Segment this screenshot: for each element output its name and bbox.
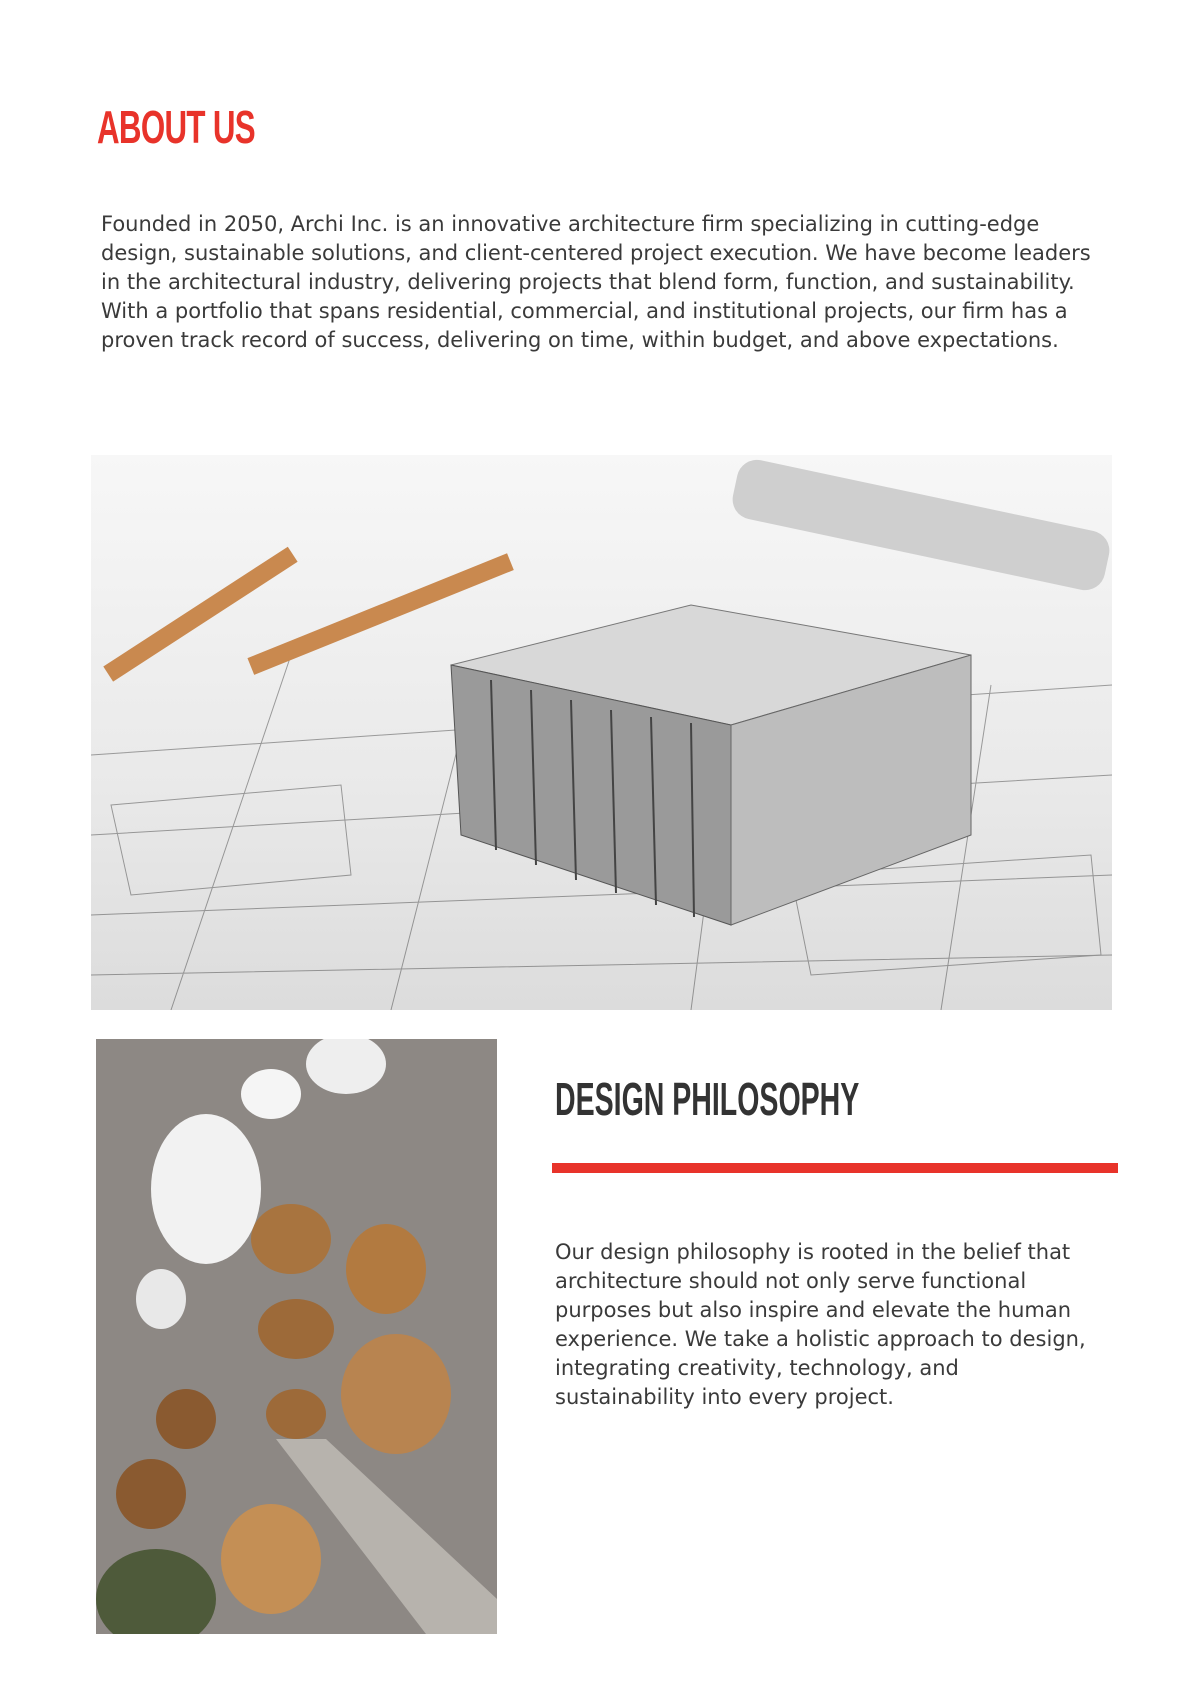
organic-building-image [96,1039,497,1634]
accent-divider [552,1163,1118,1173]
about-paragraph: With a portfolio that spans residential, commercial, and institutional projects, our firm has a proven track record of success, delivering on time, within budget, and above expectations. [101,299,1068,352]
about-us-heading: ABOUT US [97,101,255,153]
design-philosophy-heading: DESIGN PHILOSOPHY [555,1073,860,1125]
architecture-model-image [91,455,1112,1010]
about-paragraph: Founded in 2050, Archi Inc. is an innovative architecture firm specializing in cutting-edge design, sustainable solutions, and client-centered project execution. We have become leaders in the architectural industry, delivering projects that blend form, function, and sustainability. [101,212,1091,294]
design-philosophy-text: Our design philosophy is rooted in the belief that architecture should not only serve functional purposes but also inspire and elevate the human experience. We take a holistic approach to design, integrating creativity, technology, and sustainability into every project. [555,1240,1086,1409]
about-us-text [101,210,1111,355]
